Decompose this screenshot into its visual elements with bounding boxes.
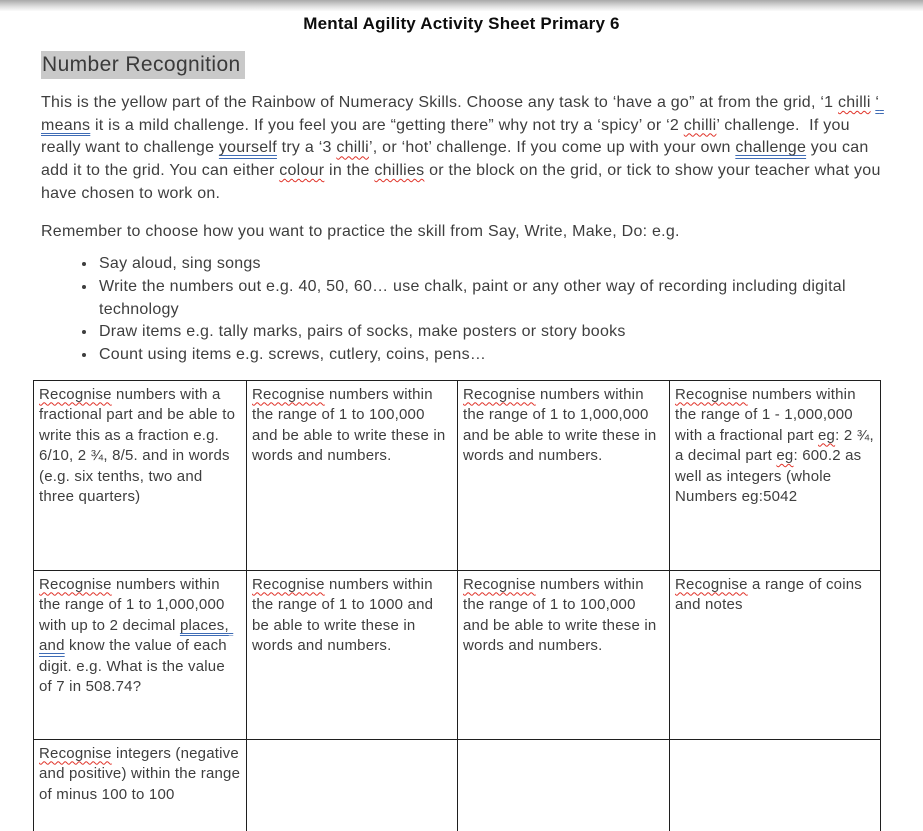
- grammar-marked-text: yourself: [218, 139, 277, 157]
- table-cell: [458, 380, 670, 570]
- text-segment: it is a mild challenge. If you feel you are “getting there” why not try a ‘spicy’ or ‘2: [90, 116, 684, 134]
- spell-marked-text: chilli: [838, 94, 871, 111]
- text-segment: numbers within the range of 1 to 1,000,000 and be able to write these in words and numbers.: [463, 385, 661, 465]
- table-row: [34, 570, 881, 739]
- document-content: [41, 51, 886, 367]
- bullet-item: • Count using items e.g. screws, cutlery, coins, pens…: [97, 344, 881, 367]
- grammar-marked-text: ‘ means: [41, 94, 884, 134]
- text-segment: a range of coins and notes: [675, 575, 867, 614]
- text-segment: you can add it to the grid. You can either: [41, 139, 874, 180]
- heading-wrap: [41, 51, 881, 79]
- bullet-list: [41, 253, 881, 367]
- table-cell: [34, 739, 247, 831]
- table-row: [34, 380, 881, 570]
- bullet-item: • Say aloud, sing songs: [97, 253, 881, 276]
- text-segment: ’, or ‘hot’ challenge. If you come up with your own: [368, 139, 736, 157]
- doc-title: Mental Agility Activity Sheet Primary 6: [303, 14, 620, 33]
- grammar-marked-text: places, and: [39, 616, 234, 655]
- spell-marked-text: Recognise: [39, 575, 112, 593]
- spell-marked-text: Recognise: [252, 385, 325, 403]
- text-segment: numbers within the range of 1 to 1000 and be able to write these in words and numbers.: [252, 575, 438, 655]
- spell-marked-text: chillies: [374, 162, 425, 180]
- spell-marked-text: Recognise: [675, 385, 748, 403]
- text-segment: This is the yellow part of the Rainbow of Numeracy Skills. Choose any task to ‘have a go” at from the grid, ‘1: [41, 94, 838, 111]
- spell-marked-text: Recognise: [463, 575, 536, 593]
- grammar-marked-text: challenge: [735, 139, 807, 157]
- section-heading: Number Recognition: [41, 51, 245, 79]
- skills-table: [33, 380, 881, 831]
- text-segment: numbers within the range of 1 - 1,000,000 with a fractional part: [675, 385, 861, 444]
- text-segment: numbers within the range of 1 to 100,000 and be able to write these in words and numbers.: [252, 385, 450, 465]
- text-segment: numbers with a fractional part and be able to write this as a fraction e.g. 6/10, 2 ¾, 8/5. and in words (e.g. six tenths, two and three quarters): [39, 385, 240, 506]
- table-cell: [670, 380, 881, 570]
- table-cell: [34, 570, 247, 739]
- text-segment: : 2 ¾, a decimal part: [675, 426, 879, 465]
- spell-marked-text: colour: [279, 162, 325, 180]
- table-cell: [670, 570, 881, 739]
- spell-marked-text: chilli: [336, 139, 369, 157]
- text-segment: numbers within the range of 1 to 100,000 and be able to write these in words and numbers.: [463, 575, 661, 655]
- text-segment: integers (negative and positive) within the range of minus 100 to 100: [39, 744, 245, 803]
- spell-marked-text: Recognise: [252, 575, 325, 593]
- bullet-item: • Write the numbers out e.g. 40, 50, 60… use chalk, paint or any other way of recording including digital technology: [97, 276, 881, 321]
- text-segment: numbers within the range of 1 to 1,000,000 with up to 2 decimal: [39, 575, 229, 634]
- table-cell: [247, 739, 458, 831]
- spell-marked-text: Recognise: [39, 744, 112, 762]
- page-top-edge: [0, 0, 923, 11]
- text-segment: ’ challenge. If you really want to challenge: [41, 116, 855, 157]
- spell-marked-text: Recognise: [39, 385, 112, 403]
- table-row: [34, 739, 881, 831]
- text-segment: in the: [324, 162, 375, 180]
- text-segment: know the value of each digit. e.g. What is the value of 7 in 508.74?: [39, 637, 232, 696]
- table-cell: [670, 739, 881, 831]
- bullet-item: • Draw items e.g. tally marks, pairs of socks, make posters or story books: [97, 321, 881, 344]
- text-segment: try a ‘3: [276, 139, 337, 157]
- remember-paragraph: Remember to choose how you want to practice the skill from Say, Write, Make, Do: e.g.: [41, 222, 680, 240]
- intro-paragraph: [41, 92, 886, 206]
- spell-marked-text: Recognise: [463, 385, 536, 403]
- spell-marked-text: chilli: [683, 116, 717, 134]
- text-segment: : 600.2 as well as integers (whole Numbers eg:5042: [675, 447, 866, 506]
- table-cell: [458, 570, 670, 739]
- table-cell: [247, 570, 458, 739]
- text-segment: or the block on the grid, or tick to show your teacher what you have chosen to work on.: [41, 162, 886, 202]
- spell-marked-text: eg: [776, 447, 794, 465]
- table-cell: [458, 739, 670, 831]
- spell-marked-text: Recognise: [675, 575, 748, 593]
- spell-marked-text: eg: [818, 426, 836, 444]
- table-cell: [34, 380, 247, 570]
- table-cell: [247, 380, 458, 570]
